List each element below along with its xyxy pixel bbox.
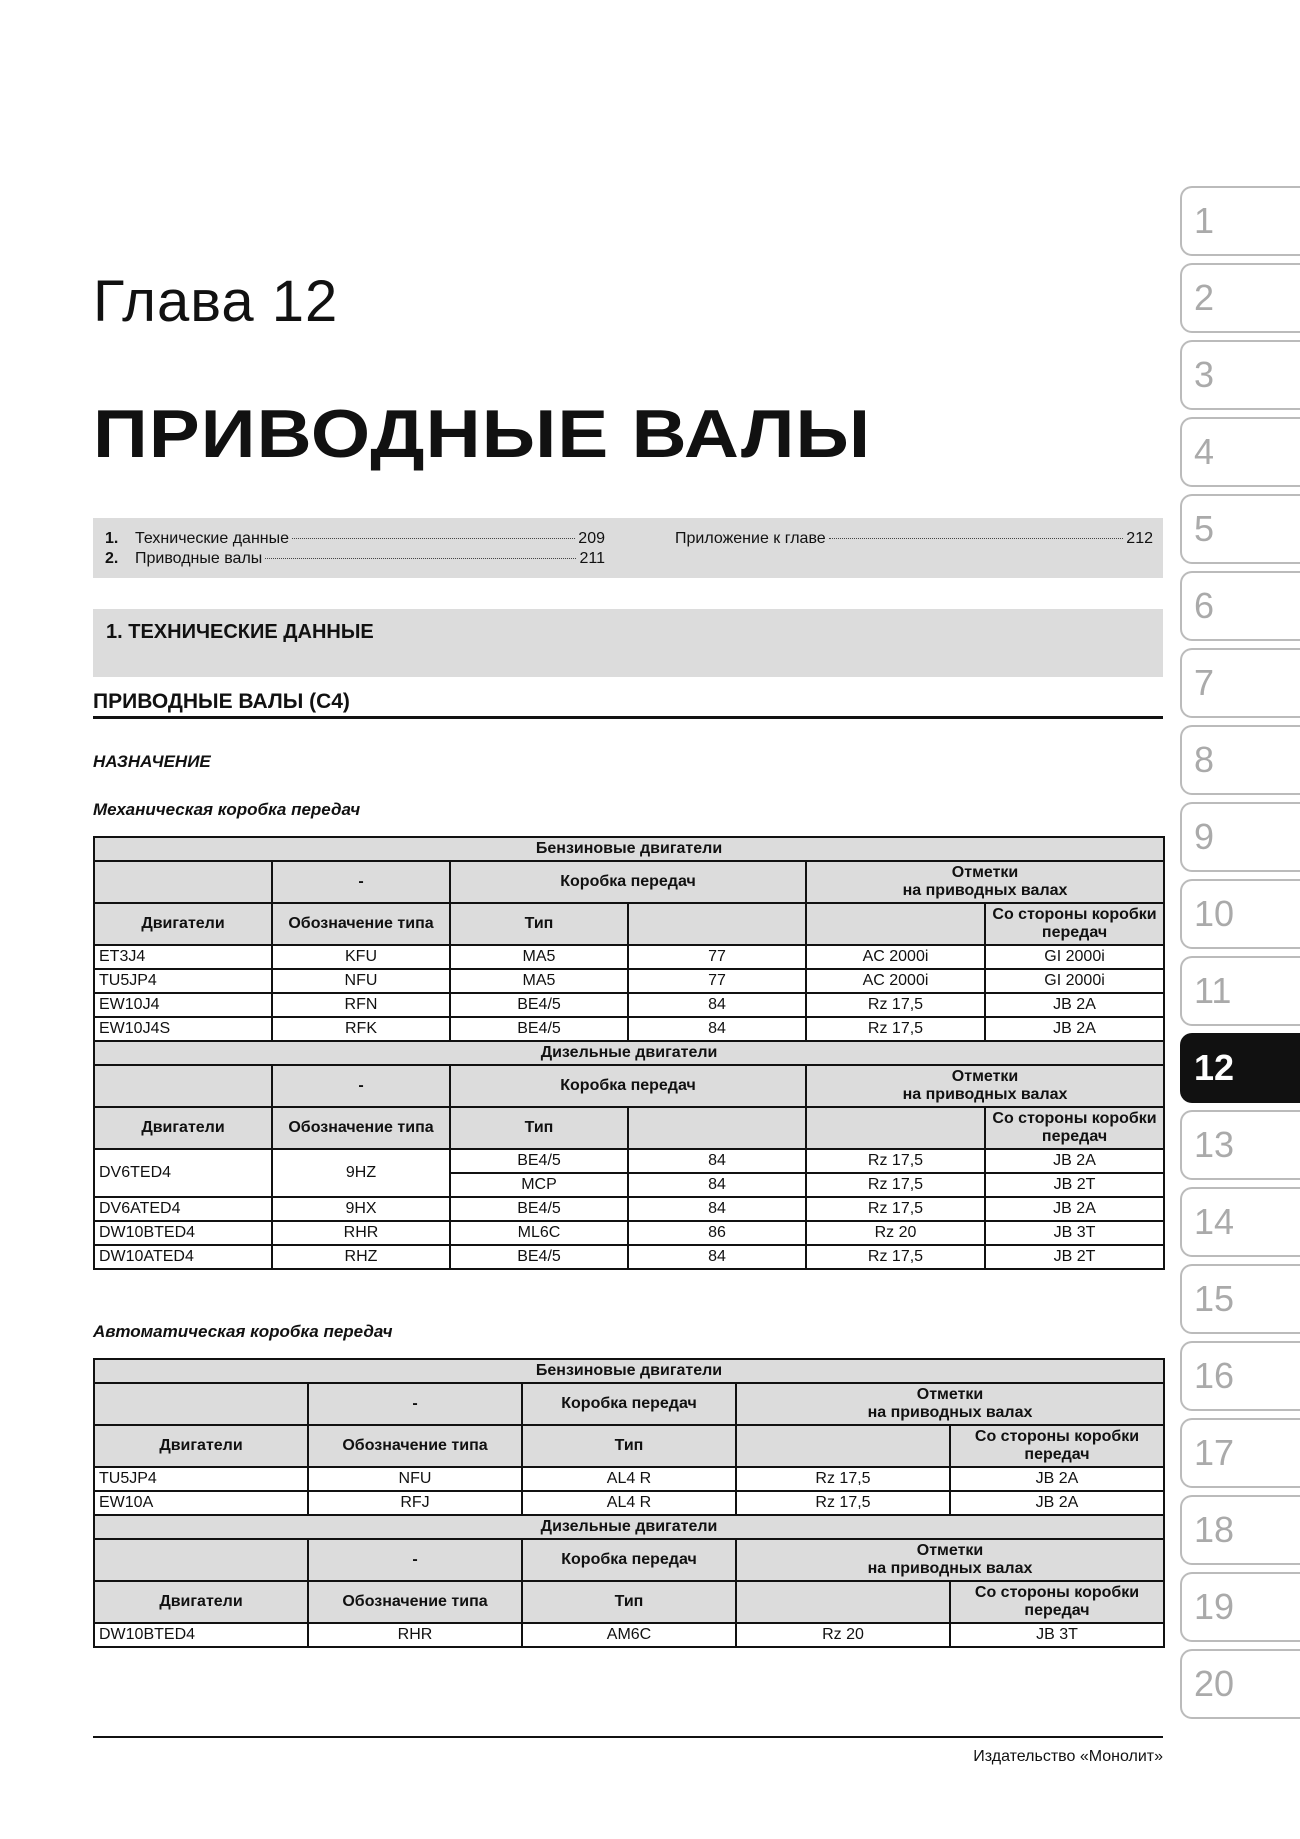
table-cell: 84 [628, 1017, 806, 1041]
table-cell: KFU [272, 945, 450, 969]
table-cell: - [272, 861, 450, 903]
table-cell: Тип [522, 1581, 736, 1623]
table-row [94, 1197, 1164, 1221]
table-cell: - [308, 1539, 522, 1581]
footer-rule [93, 1736, 1163, 1738]
table-cell: MA5 [450, 969, 628, 993]
table-cell: DV6ATED4 [94, 1197, 272, 1221]
table-cell: Коробка передач [522, 1539, 736, 1581]
section-title: 1. ТЕХНИЧЕСКИЕ ДАННЫЕ [106, 621, 374, 643]
table-row [94, 1467, 1164, 1491]
toc-num: 1. [105, 530, 119, 547]
table-cell: TU5JP4 [94, 1467, 308, 1491]
header-row [94, 1539, 1164, 1581]
group-row [94, 1515, 1164, 1539]
chapter-tab-4[interactable]: 4 [1180, 417, 1300, 487]
chapter-tab-1[interactable]: 1 [1180, 186, 1300, 256]
table-cell [94, 1383, 308, 1425]
table-cell [806, 1107, 985, 1149]
table-cell: EW10J4 [94, 993, 272, 1017]
table-row [94, 1017, 1164, 1041]
table-cell: 84 [628, 993, 806, 1017]
table-cell: DW10ATED4 [94, 1245, 272, 1269]
table-row [94, 993, 1164, 1017]
chapter-tab-8[interactable]: 8 [1180, 725, 1300, 795]
toc-num: 2. [105, 550, 119, 567]
toc-page: 211 [579, 550, 605, 567]
table-cell: - [308, 1383, 522, 1425]
table-cell: JB 2A [985, 1149, 1164, 1173]
table-cell: JB 2A [985, 993, 1164, 1017]
table-cell [736, 1581, 950, 1623]
table-cell: JB 2A [950, 1491, 1164, 1515]
table-cell: Rz 20 [736, 1623, 950, 1647]
table-cell: AC 2000i [806, 945, 985, 969]
table-cell [736, 1425, 950, 1467]
table-cell: RHR [308, 1623, 522, 1647]
table-cell: AL4 R [522, 1491, 736, 1515]
table-cell: NFU [272, 969, 450, 993]
header-row [94, 903, 1164, 945]
toc-page: 212 [1126, 530, 1153, 547]
table-cell: EW10J4S [94, 1017, 272, 1041]
table-cell: NFU [308, 1467, 522, 1491]
header-row [94, 1107, 1164, 1149]
toc-item[interactable] [105, 550, 605, 568]
table-cell: Отметки на приводных валах [736, 1383, 1164, 1425]
chapter-tab-5[interactable]: 5 [1180, 494, 1300, 564]
table-cell: AM6C [522, 1623, 736, 1647]
table-row [94, 1149, 1164, 1173]
table-cell: Отметки на приводных валах [806, 1065, 1164, 1107]
table-cell: Бензиновые двигатели [94, 837, 1164, 861]
manual-gearbox-heading: Механическая коробка передач [93, 800, 361, 819]
chapter-tab-9[interactable]: 9 [1180, 802, 1300, 872]
table-cell: BE4/5 [450, 1245, 628, 1269]
table-cell: 84 [628, 1197, 806, 1221]
table-cell [94, 1539, 308, 1581]
table-cell: RFN [272, 993, 450, 1017]
table-cell: RHZ [272, 1245, 450, 1269]
table-cell: RHR [272, 1221, 450, 1245]
table-cell: 84 [628, 1149, 806, 1173]
table-cell: TU5JP4 [94, 969, 272, 993]
group-row [94, 837, 1164, 861]
chapter-tab-12[interactable]: 12 [1180, 1033, 1300, 1103]
table-cell [94, 1065, 272, 1107]
table-cell: ML6C [450, 1221, 628, 1245]
chapter-tab-7[interactable]: 7 [1180, 648, 1300, 718]
purpose-heading: НАЗНАЧЕНИЕ [93, 752, 211, 771]
table-cell: - [272, 1065, 450, 1107]
manual-gearbox-table [93, 836, 1165, 1270]
table-row [94, 1623, 1164, 1647]
table-cell: ET3J4 [94, 945, 272, 969]
table-cell: DV6TED4 [94, 1149, 272, 1197]
table-cell: Двигатели [94, 903, 272, 945]
table-row [94, 969, 1164, 993]
subsection-title: ПРИВОДНЫЕ ВАЛЫ (С4) [93, 690, 350, 713]
chapter-tab-11[interactable]: 11 [1180, 956, 1300, 1026]
chapter-tab-15[interactable]: 15 [1180, 1264, 1300, 1334]
table-cell: Со стороны коробки передач [950, 1425, 1164, 1467]
table-cell: JB 3T [950, 1623, 1164, 1647]
table-cell: RFK [272, 1017, 450, 1041]
table-cell [806, 903, 985, 945]
table-cell: Двигатели [94, 1425, 308, 1467]
table-cell: 77 [628, 969, 806, 993]
table-cell: Rz 17,5 [806, 1173, 985, 1197]
table-cell: Обозначение типа [308, 1425, 522, 1467]
toc-item[interactable] [105, 530, 605, 548]
chapter-tab-13[interactable]: 13 [1180, 1110, 1300, 1180]
table-cell: Rz 17,5 [806, 993, 985, 1017]
table-cell: Rz 17,5 [806, 1017, 985, 1041]
table-cell: Тип [522, 1425, 736, 1467]
auto-gearbox-table [93, 1358, 1165, 1648]
table-cell: EW10A [94, 1491, 308, 1515]
chapter-tab-6[interactable]: 6 [1180, 571, 1300, 641]
table-cell: Rz 17,5 [806, 1197, 985, 1221]
table-cell: BE4/5 [450, 993, 628, 1017]
header-row [94, 1065, 1164, 1107]
table-cell: Коробка передач [522, 1383, 736, 1425]
toc-text: Технические данные [135, 530, 290, 547]
table-cell: Со стороны коробки передач [950, 1581, 1164, 1623]
table-cell: Двигатели [94, 1107, 272, 1149]
table-cell: Бензиновые двигатели [94, 1359, 1164, 1383]
table-cell: Тип [450, 1107, 628, 1149]
table-cell: Со стороны коробки передач [985, 903, 1164, 945]
auto-gearbox-heading: Автоматическая коробка передач [93, 1322, 393, 1341]
subsection-rule [93, 716, 1163, 719]
table-row [94, 1221, 1164, 1245]
table-cell: Обозначение типа [272, 903, 450, 945]
table-cell: Коробка передач [450, 861, 806, 903]
table-cell: MCP [450, 1173, 628, 1197]
toc-text: Приложение к главе [675, 530, 826, 547]
chapter-label: Глава 12 [93, 269, 339, 334]
chapter-tab-2[interactable]: 2 [1180, 263, 1300, 333]
table-of-contents [93, 518, 1163, 578]
header-row [94, 1425, 1164, 1467]
section-header [93, 609, 1163, 677]
table-cell: Коробка передач [450, 1065, 806, 1107]
table-cell: JB 2A [985, 1017, 1164, 1041]
table-cell: Rz 17,5 [736, 1491, 950, 1515]
table-row [94, 945, 1164, 969]
header-row [94, 861, 1164, 903]
table-cell: Rz 17,5 [806, 1149, 985, 1173]
table-cell: JB 2A [950, 1467, 1164, 1491]
table-cell: 84 [628, 1173, 806, 1197]
table-cell [94, 861, 272, 903]
table-cell: BE4/5 [450, 1197, 628, 1221]
table-cell: DW10BTED4 [94, 1221, 272, 1245]
chapter-tab-3[interactable]: 3 [1180, 340, 1300, 410]
table-cell [628, 1107, 806, 1149]
table-cell: JB 2T [985, 1245, 1164, 1269]
header-row [94, 1581, 1164, 1623]
table-row [94, 1491, 1164, 1515]
table-cell: JB 3T [985, 1221, 1164, 1245]
table-cell: Дизельные двигатели [94, 1515, 1164, 1539]
table-cell: RFJ [308, 1491, 522, 1515]
table-cell: BE4/5 [450, 1017, 628, 1041]
chapter-tab-10[interactable]: 10 [1180, 879, 1300, 949]
table-cell: 9HX [272, 1197, 450, 1221]
table-cell: Rz 17,5 [806, 1245, 985, 1269]
toc-text: Приводные валы [135, 550, 263, 567]
table-cell: JB 2A [985, 1197, 1164, 1221]
table-cell: DW10BTED4 [94, 1623, 308, 1647]
table-cell: Двигатели [94, 1581, 308, 1623]
table-cell: 77 [628, 945, 806, 969]
table-cell: GI 2000i [985, 969, 1164, 993]
chapter-title: ПРИВОДНЫЕ ВАЛЫ [93, 396, 872, 472]
publisher-footer: Издательство «Монолит» [973, 1748, 1163, 1765]
chapter-tab-18[interactable]: 18 [1180, 1495, 1300, 1565]
table-cell: Отметки на приводных валах [806, 861, 1164, 903]
table-cell: Обозначение типа [272, 1107, 450, 1149]
table-cell: Обозначение типа [308, 1581, 522, 1623]
table-cell: AL4 R [522, 1467, 736, 1491]
table-cell: Отметки на приводных валах [736, 1539, 1164, 1581]
table-cell: Дизельные двигатели [94, 1041, 1164, 1065]
group-row [94, 1359, 1164, 1383]
chapter-tab-17[interactable]: 17 [1180, 1418, 1300, 1488]
table-cell: 9HZ [272, 1149, 450, 1197]
table-cell: 84 [628, 1245, 806, 1269]
table-cell: Тип [450, 903, 628, 945]
group-row [94, 1041, 1164, 1065]
table-cell: AC 2000i [806, 969, 985, 993]
header-row [94, 1383, 1164, 1425]
table-row [94, 1245, 1164, 1269]
table-cell: Rz 17,5 [736, 1467, 950, 1491]
toc-page: 209 [578, 530, 605, 547]
chapter-tab-14[interactable]: 14 [1180, 1187, 1300, 1257]
toc-appendix[interactable] [675, 530, 1153, 548]
table-cell: JB 2T [985, 1173, 1164, 1197]
table-cell: GI 2000i [985, 945, 1164, 969]
chapter-tab-19[interactable]: 19 [1180, 1572, 1300, 1642]
table-cell: MA5 [450, 945, 628, 969]
table-cell: Rz 20 [806, 1221, 985, 1245]
table-cell [628, 903, 806, 945]
table-cell: BE4/5 [450, 1149, 628, 1173]
chapter-tab-20[interactable]: 20 [1180, 1649, 1300, 1719]
chapter-tab-16[interactable]: 16 [1180, 1341, 1300, 1411]
table-cell: 86 [628, 1221, 806, 1245]
table-cell: Со стороны коробки передач [985, 1107, 1164, 1149]
